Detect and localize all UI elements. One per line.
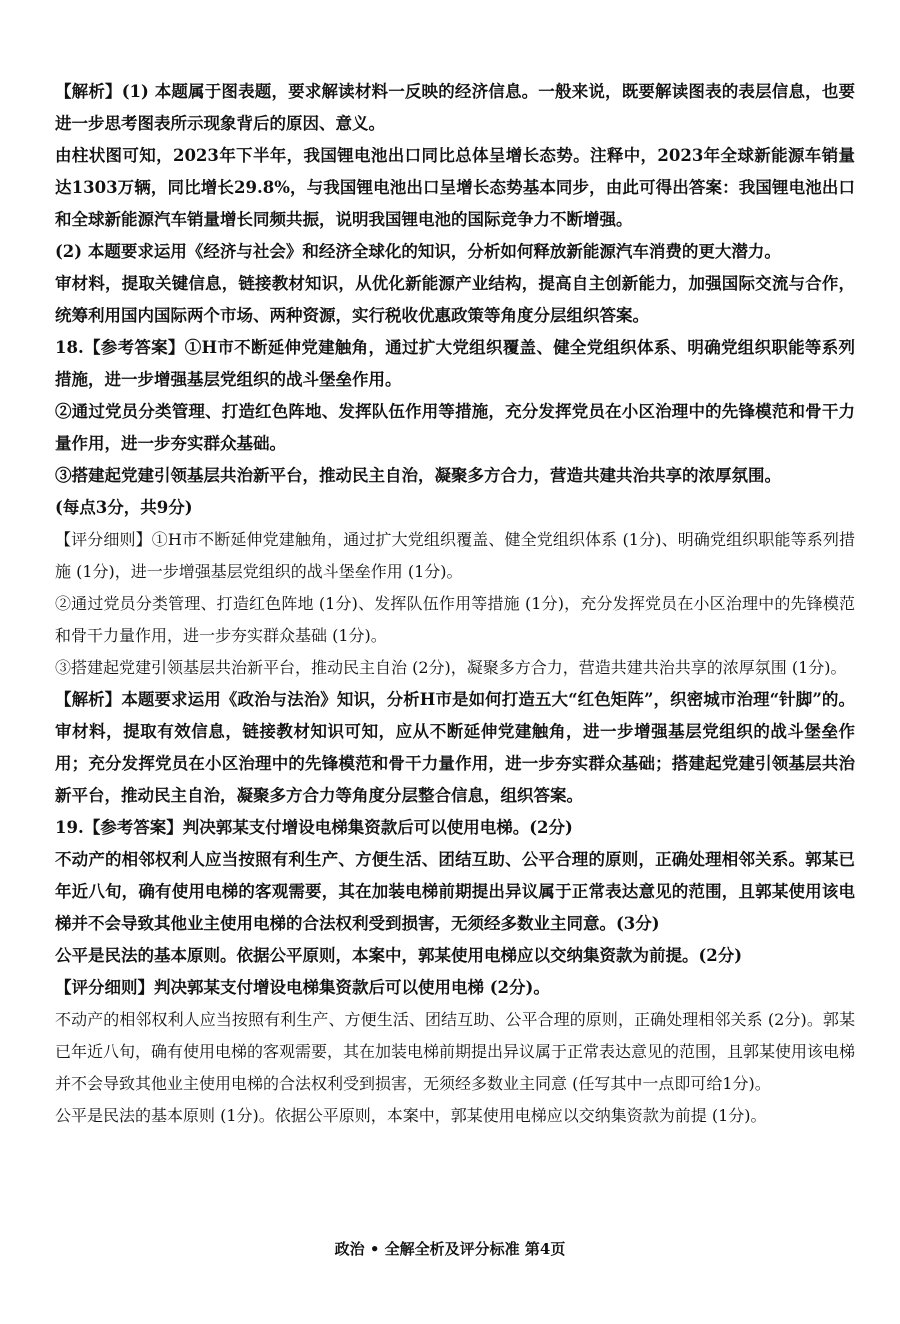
rubric-18-point-2: ②通过党员分类管理、打造红色阵地 (1分)、发挥队伍作用等措施 (1分)，充分发挥党员在小区治理中的先锋模范和骨干力量作用，进一步夯实群众基础 (1分)。 [55, 594, 855, 645]
rubric-18-point-1: 【评分细则】①H市不断延伸党建触角，通过扩大党组织覆盖、健全党组织体系 (1分)、明确党组织职能等系列措施 (1分)，进一步增强基层党组织的战斗堡垒作用 (1分)。 [55, 530, 855, 581]
answer-19-verdict: 19.【参考答案】判决郭某支付增设电梯集资款后可以使用电梯。(2分) [55, 818, 573, 837]
answer-18-point-3: ③搭建起党建引领基层共治新平台，推动民主自治，凝聚多方合力，营造共建共治共享的浓厚氛围。 [55, 466, 781, 485]
rubric-19-verdict: 【评分细则】判决郭某支付增设电梯集资款后可以使用电梯 (2分)。 [55, 978, 550, 997]
answer-content [55, 76, 855, 1132]
answer-18-score-note: (每点3分，共9分) [55, 498, 193, 517]
rubric-19-reason-1: 不动产的相邻权利人应当按照有利生产、方便生活、团结互助、公平合理的原则，正确处理相邻关系 (2分)。郭某已年近八旬，确有使用电梯的客观需要，其在加装电梯前期提出异议属于正常表达意见的范围，且郭某使用该电梯并不会导致其他业主使用电梯的合法权利受到损害，无须经多数业主同意 (任写其中一点即可给1分)。 [55, 1010, 856, 1093]
answer-18-point-2: ②通过党员分类管理、打造红色阵地、发挥队伍作用等措施，充分发挥党员在小区治理中的先锋模范和骨干力量作用，进一步夯实群众基础。 [55, 402, 855, 453]
analysis-18: 【解析】本题要求运用《政治与法治》知识，分析H市是如何打造五大“红色矩阵”，织密城市治理“针脚”的。审材料，提取有效信息，链接教材知识可知，应从不断延伸党建触角，进一步增强基层党组织的战斗堡垒作用；充分发挥党员在小区治理中的先锋模范和骨干力量作用，进一步夯实群众基础；搭建起党建引领基层共治新平台，推动民主自治，凝聚多方合力等角度分层整合信息，组织答案。 [55, 690, 855, 805]
analysis-17-2: (2) 本题要求运用《经济与社会》和经济全球化的知识，分析如何释放新能源汽车消费的更大潜力。 [55, 242, 781, 261]
rubric-18-point-3: ③搭建起党建引领基层共治新平台，推动民主自治 (2分)，凝聚多方合力，营造共建共治共享的浓厚氛围 (1分)。 [55, 658, 847, 677]
analysis-17-1-detail: 由柱状图可知，2023年下半年，我国锂电池出口同比总体呈增长态势。注释中，2023年全球新能源车销量达1303万辆，同比增长29.8%，与我国锂电池出口呈增长态势基本同步，由此可得出答案：我国锂电池出口和全球新能源汽车销量增长同频共振，说明我国锂电池的国际竞争力不断增强。 [55, 146, 855, 229]
answer-19-reason-2: 公平是民法的基本原则。依据公平原则，本案中，郭某使用电梯应以交纳集资款为前提。(2分) [55, 946, 743, 965]
rubric-19-reason-2: 公平是民法的基本原则 (1分)。依据公平原则，本案中，郭某使用电梯应以交纳集资款为前提 (1分)。 [55, 1106, 767, 1125]
answer-18-point-1: 18.【参考答案】①H市不断延伸党建触角，通过扩大党组织覆盖、健全党组织体系、明确党组织职能等系列措施，进一步增强基层党组织的战斗堡垒作用。 [55, 338, 855, 389]
answer-19-reason-1: 不动产的相邻权利人应当按照有利生产、方便生活、团结互助、公平合理的原则，正确处理相邻关系。郭某已年近八旬，确有使用电梯的客观需要，其在加装电梯前期提出异议属于正常表达意见的范围，且郭某使用该电梯并不会导致其他业主使用电梯的合法权利受到损害，无须经多数业主同意。(3分) [55, 850, 855, 933]
page-footer: 政治 • 全解全析及评分标准 第4页 [334, 1240, 566, 1258]
analysis-17-2-detail: 审材料，提取关键信息，链接教材知识，从优化新能源产业结构，提高自主创新能力，加强国际交流与合作，统筹利用国内国际两个市场、两种资源，实行税收优惠政策等角度分层组织答案。 [55, 274, 855, 325]
analysis-17-1: 【解析】(1) 本题属于图表题，要求解读材料一反映的经济信息。一般来说，既要解读图表的表层信息，也要进一步思考图表所示现象背后的原因、意义。 [55, 82, 855, 133]
